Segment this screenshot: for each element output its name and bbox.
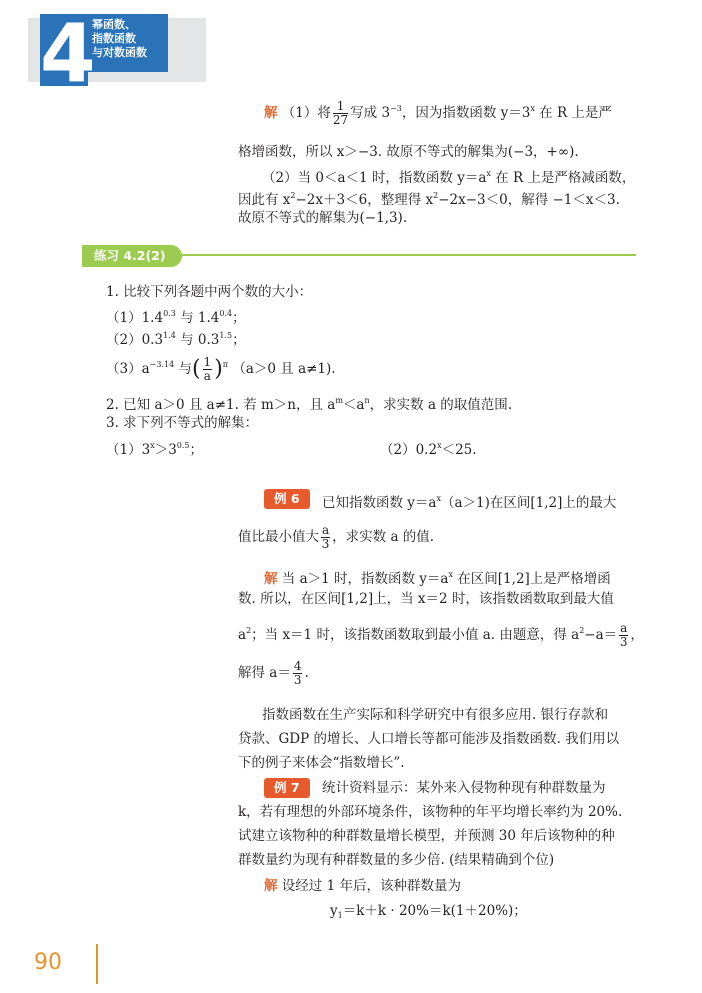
intro-line3: 下的例子来体会“指数增长”.	[238, 755, 405, 771]
chapter-number: 4	[40, 7, 96, 100]
page-number-divider	[96, 944, 98, 984]
example6-solution-line4: 解得 a＝ $\frac{4}{3}$ .	[238, 659, 309, 687]
exercise-q1-1: $(1)1.4^{0.3}$ 与 $1.4^{0.4}$；	[106, 309, 246, 326]
exercise-q1-2: $(2)0.3^{1.4}$ 与 $0.3^{1.5}$；	[106, 331, 246, 348]
chapter-title: 幂函数、 指数函数 与对数函数	[92, 18, 147, 59]
exercise-q3-2: $(2)0.2^x<25$.	[380, 441, 477, 458]
exercise-q1-3: $(3)a^{-3.14}$ 与( $\frac{1}{a}$ )$^\pi$ （a＞0 且 a≠1).	[106, 355, 336, 383]
solution1-line3: （2）当 0＜a＜1 时，指数函数 $y=a^x$ 在 R 上是严格减函数，	[262, 169, 636, 186]
exercise-q1: 1. 比较下列各题中两个数的大小：	[106, 284, 313, 300]
example7-line3: 试建立该物种的种群数量增长模型，并预测 30 年后该物种的种	[238, 828, 615, 844]
exercise-q3-1: $(1)3^x>3^{0.5}$；	[106, 441, 204, 458]
example7-solution-line2: $y_1=k+k \cdot 20\%=k(1+20\%)$；	[330, 903, 527, 920]
example7-line1: 统计资料显示：某外来入侵物种现有种群数量为	[322, 780, 606, 796]
intro-line2: 贷款、GDP 的增长、人口增长等都可能涉及指数函数. 我们用以	[238, 731, 620, 747]
example7-line2: k，若有理想的外部环境条件，该物种的年平均增长率约为 20%.	[238, 804, 623, 820]
example7-badge: 例 7	[264, 778, 310, 798]
example6-solution-line3: $a^2$；当 x＝1 时，该指数函数取到最小值 a. 由题意，得 $a^2-a=$ $\frac{a}{3}$ ，	[238, 621, 644, 649]
exercise-q3: 3. 求下列不等式的解集：	[106, 415, 259, 431]
example7-solution-line1: 解 设经过 1 年后，该种群数量为	[264, 878, 461, 894]
example6-solution-line1: 解 当 a＞1 时，指数函数 $y=a^x$ 在区间[1,2]上是严格增函	[264, 570, 611, 587]
intro-line1: 指数函数在生产实际和科学研究中有很多应用. 银行存款和	[262, 707, 609, 723]
solution-label: 解	[264, 105, 278, 121]
page-number: 90	[34, 950, 62, 975]
example6-badge: 例 6	[264, 489, 310, 509]
solution1-line1: 解 （1）将 $\frac{1}{27}$ 写成 $3^{-3}$，因为指数函数 $y=3^x$ 在 R 上是严	[264, 99, 612, 127]
example6-solution-line2: 数. 所以，在区间[1,2]上，当 x＝2 时，该指数函数取到最大值	[238, 591, 614, 607]
solution-label: 解	[264, 878, 278, 894]
example6-line2: 值比最小值大 $\frac{a}{3}$ ，求实数 a 的值.	[238, 523, 435, 551]
fraction: $\frac{1}{27}$	[332, 99, 349, 127]
example7-line4: 群数量约为现有种群数量的多少倍. (结果精确到个位)	[238, 852, 555, 868]
solution1-line5: 故原不等式的解集为(−1,3).	[238, 210, 408, 226]
solution-label: 解	[264, 571, 278, 587]
solution1-line2: 格增函数，所以 x＞−3. 故原不等式的解集为(−3，+∞).	[238, 144, 579, 160]
example6-line1: 已知指数函数 $y=a^x(a>1)$在区间[1,2]上的最大	[322, 494, 617, 511]
exercise-header: 练习 4.2(2)	[82, 245, 182, 267]
solution1-line4: 因此有 $x^2-2x+3<6$，整理得 $x^2-2x-3<0$，解得 −1＜x＜3.	[238, 191, 620, 208]
exercise-q2: 2. 已知 a＞0 且 a≠1. 若 m＞n，且 $a^m<a^n$，求实数 a 的取值范围.	[106, 396, 513, 413]
